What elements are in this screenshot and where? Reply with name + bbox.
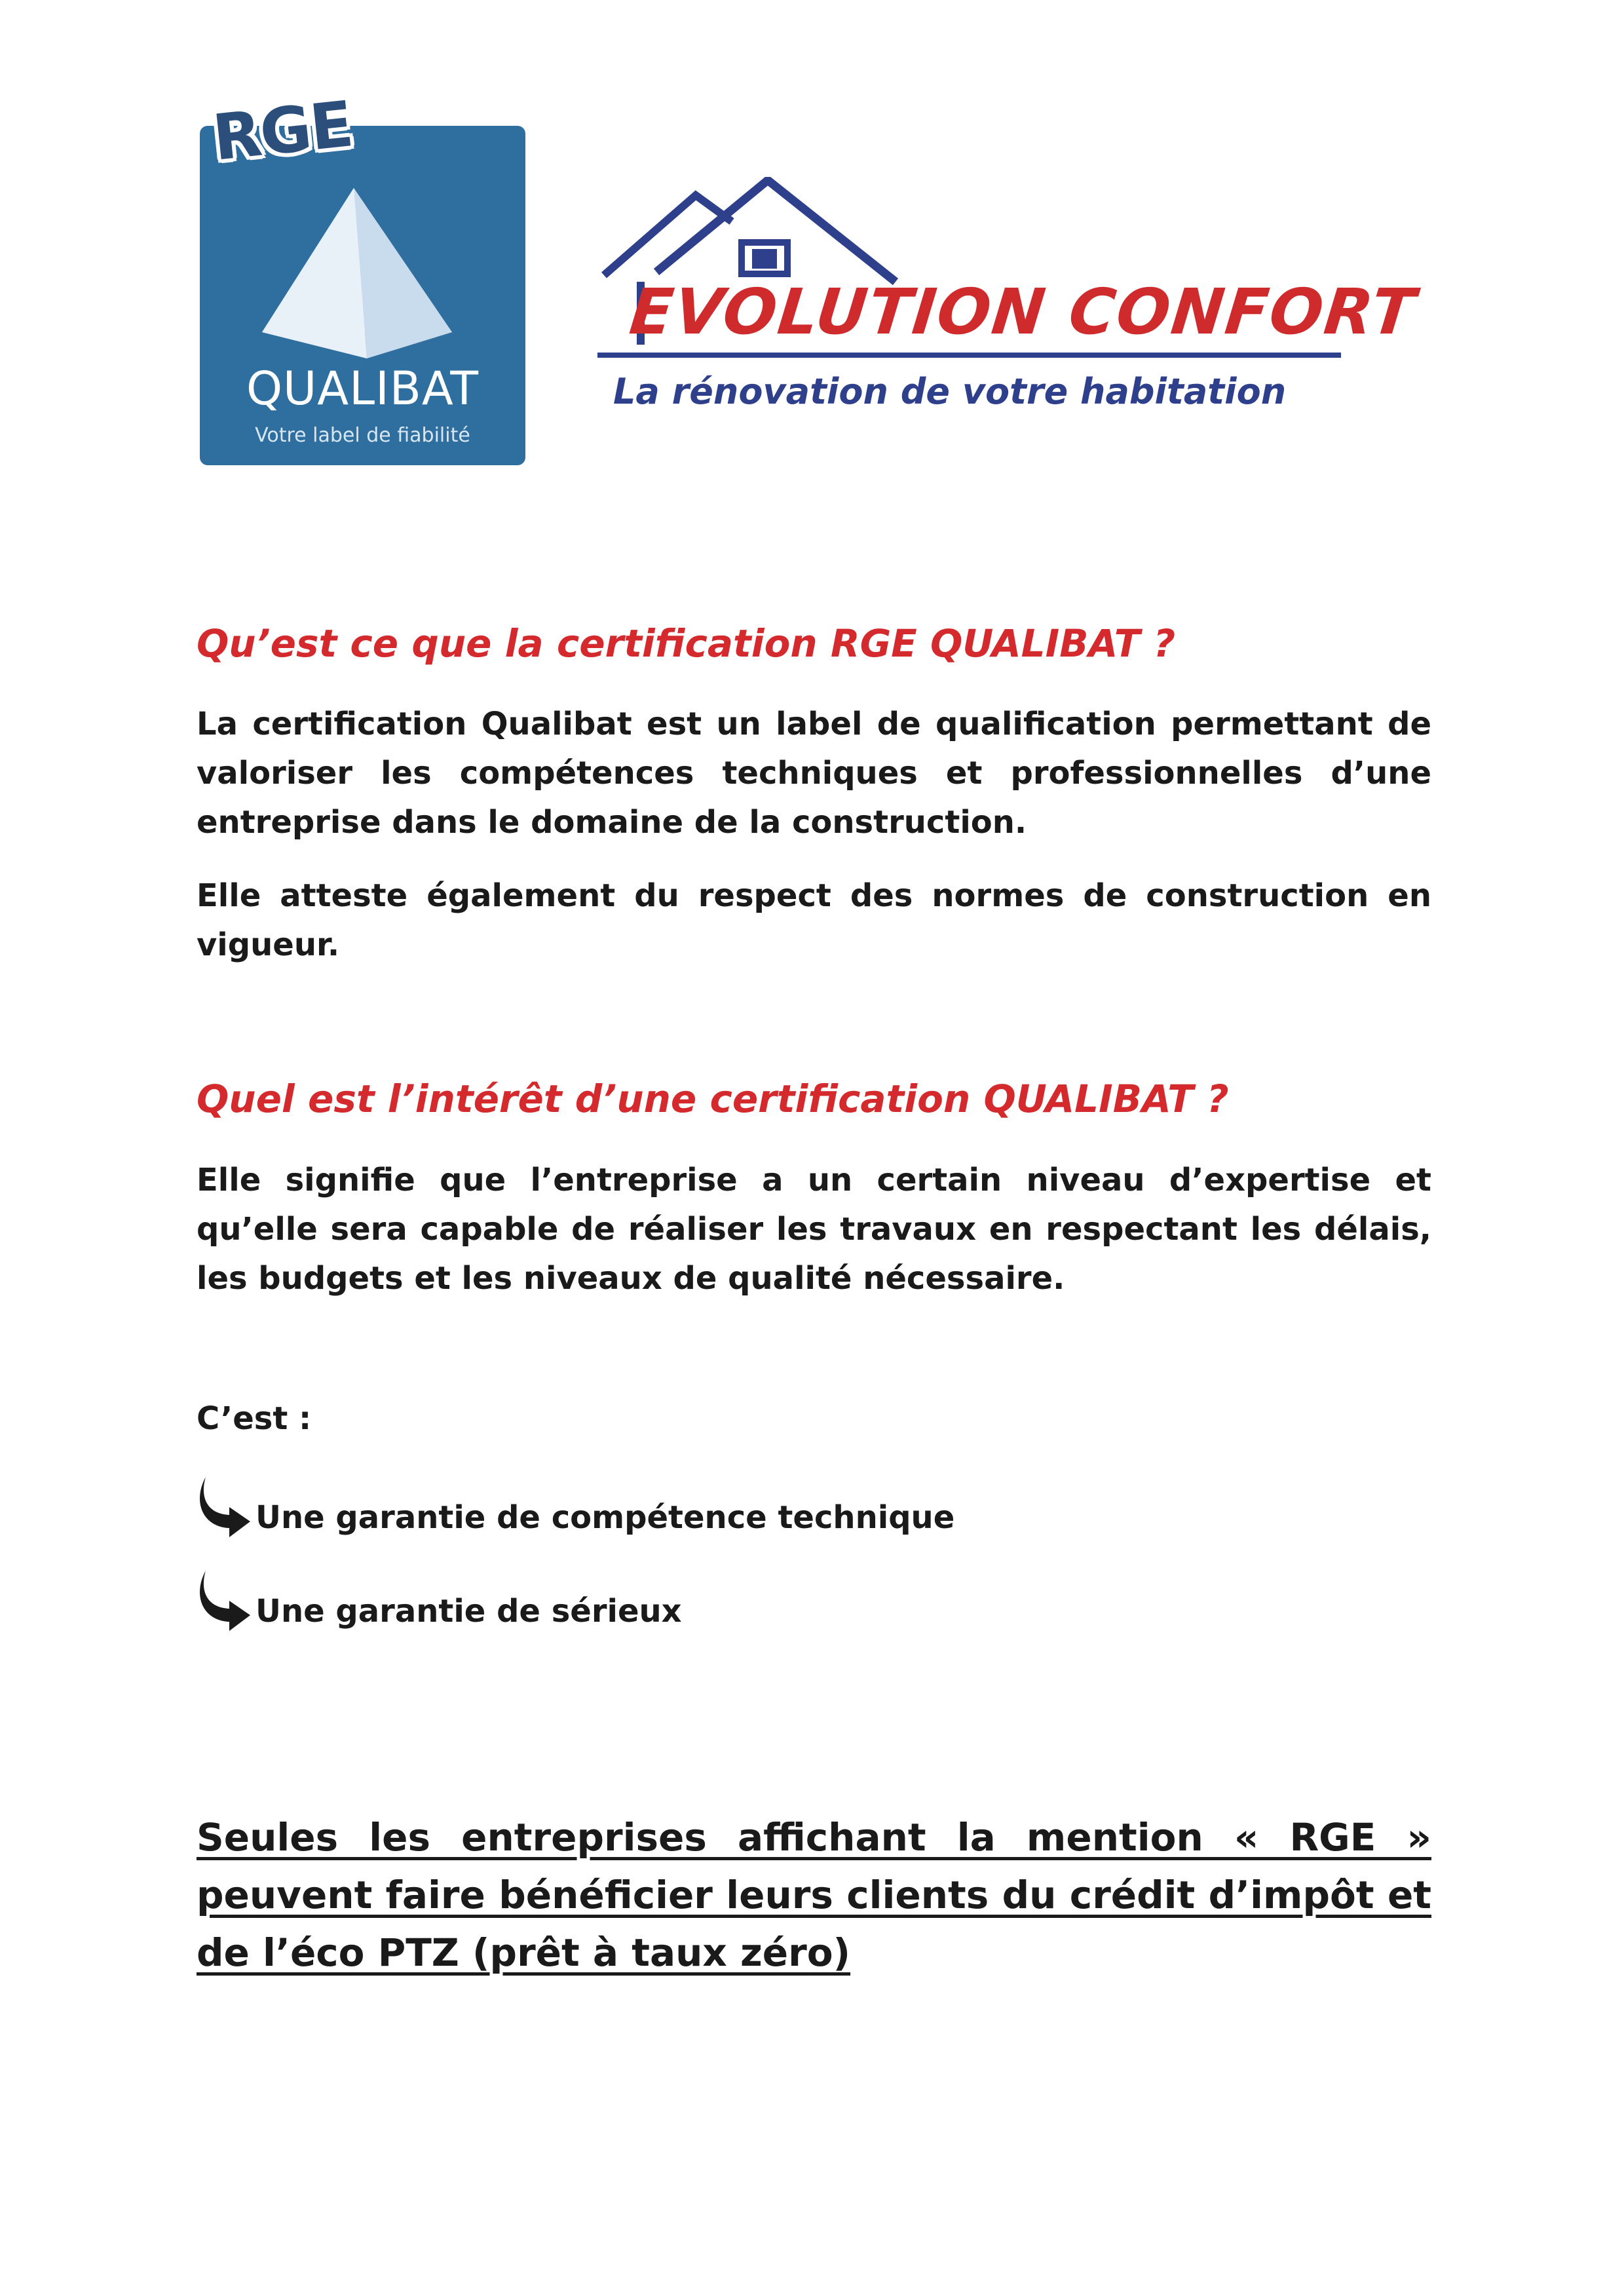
- rge-label: RGE: [209, 87, 356, 175]
- qualibat-logo: [200, 87, 525, 465]
- bullet-text: Une garantie de sérieux: [255, 1593, 682, 1630]
- qualibat-brand: QUALIBAT: [246, 362, 480, 415]
- rge-notice: Seules les entreprises affichant la mention « RGE » peuvent faire bénéficier leurs clients du crédit d’impôt et de l’éco PTZ (prêt à taux zéro): [197, 1815, 1431, 1975]
- bullet-intro: C’est :: [197, 1400, 312, 1437]
- evolution-confort-logo: [597, 177, 1420, 426]
- section1-paragraph1: La certification Qualibat est un label de qualification permettant de valoriser les compétences techniques et professionnelles d’une entreprise dans le domaine de la construction.: [197, 706, 1431, 841]
- section2-paragraph: Elle signifie que l’entreprise a un certain niveau d’expertise et qu’elle sera capable de réaliser les travaux en respectant les délais, les budgets et les niveaux de qualité nécessaire.: [197, 1162, 1431, 1297]
- section1-paragraph2: Elle atteste également du respect des normes de construction en vigueur.: [197, 877, 1431, 963]
- section1-heading: Qu’est ce que la certification RGE QUALIBAT ?: [197, 621, 1176, 666]
- qualibat-tagline: Votre label de fiabilité: [255, 424, 470, 447]
- bullet-text: Une garantie de compétence technique: [255, 1499, 955, 1536]
- curved-arrow-icon: [197, 1568, 255, 1634]
- logo-divider: [597, 353, 1341, 358]
- section2-heading: Quel est l’intérêt d’une certification QUALIBAT ?: [197, 1077, 1229, 1121]
- company-slogan: La rénovation de votre habitation: [613, 371, 1287, 412]
- company-name: EVOLUTION CONFORT: [626, 275, 1420, 349]
- curved-arrow-icon: [197, 1474, 255, 1540]
